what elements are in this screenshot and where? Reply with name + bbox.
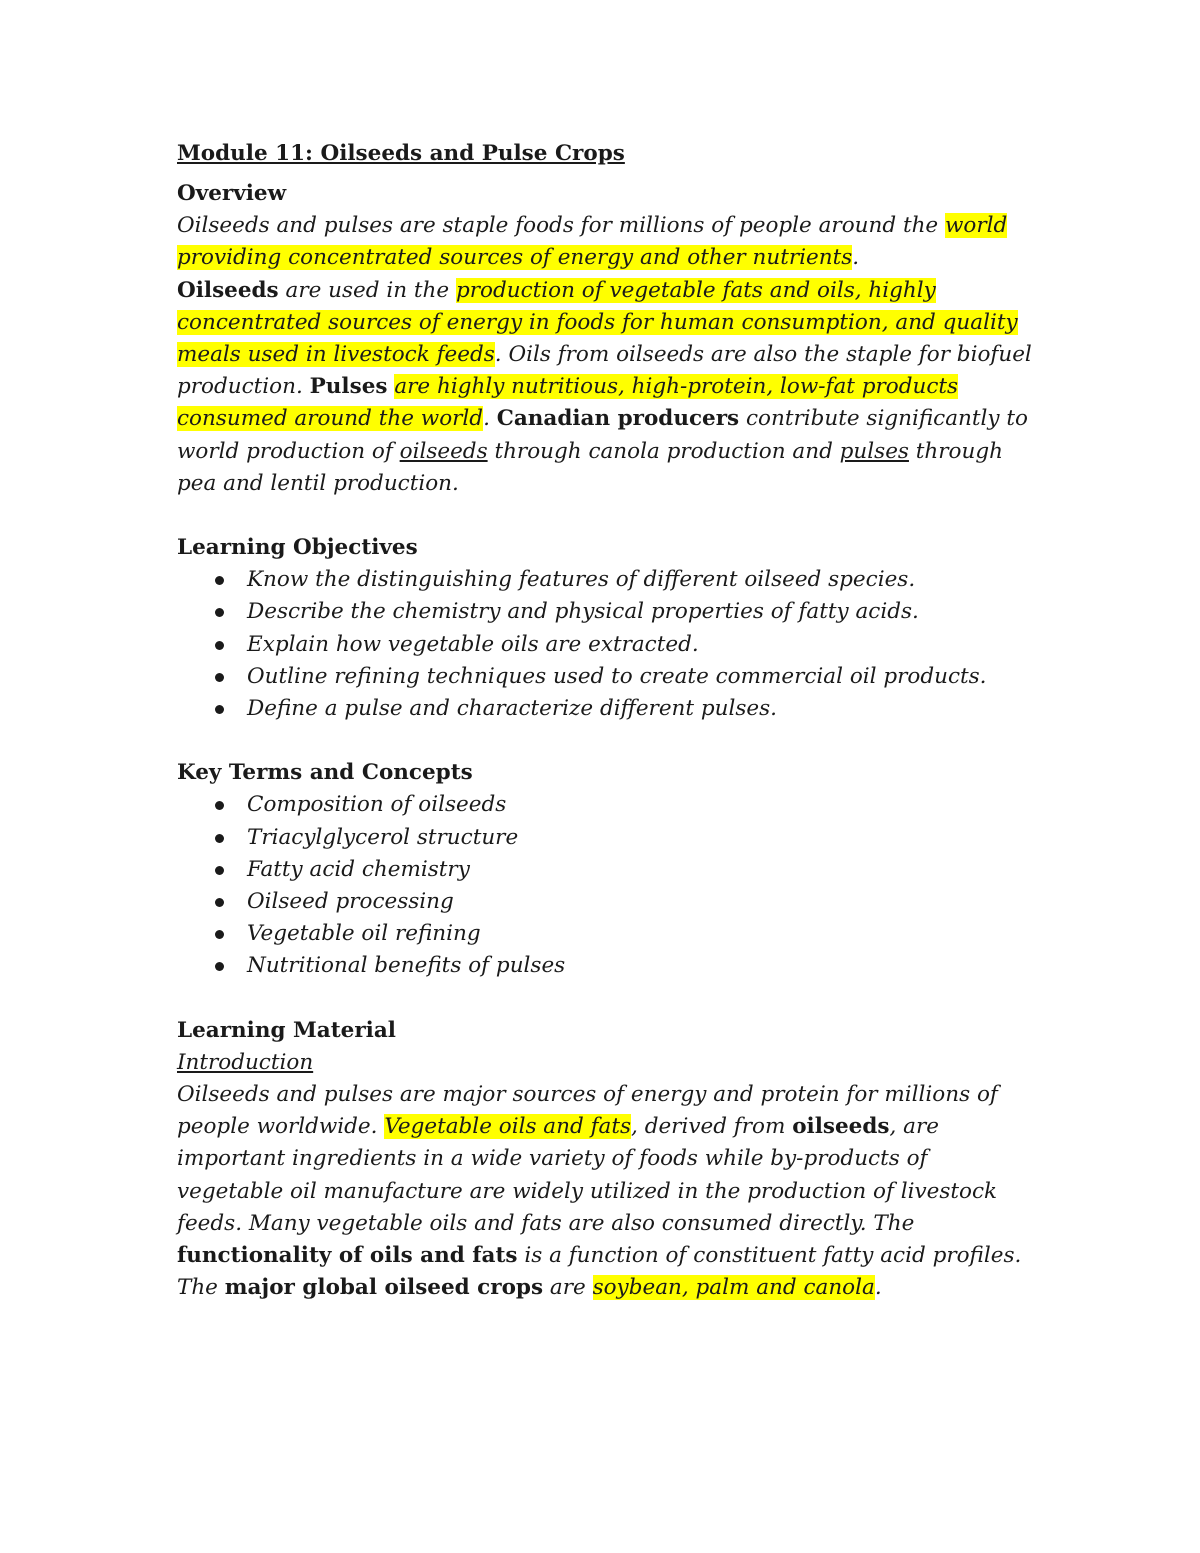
bullet-icon	[215, 930, 224, 939]
functionality-bold: functionality of oils and fats	[177, 1243, 518, 1269]
oilseeds-bold: Oilseeds	[177, 277, 279, 303]
bullet-icon	[215, 576, 224, 585]
list-item-text: Define a pulse and characterize different pulses.	[247, 696, 777, 722]
bullet-icon	[215, 705, 224, 714]
list-item	[177, 596, 1037, 628]
list-item-text: Vegetable oil refining	[247, 921, 481, 947]
introduction-subheading: Introduction	[177, 1049, 314, 1075]
list-item-text: Know the distinguishing features of different oilseed species.	[247, 567, 916, 593]
list-item-text: Explain how vegetable oils are extracted.	[247, 631, 699, 657]
key-terms-heading: Key Terms and Concepts	[177, 760, 473, 786]
introduction-paragraph	[177, 1079, 1037, 1304]
intro-highlight-2: soybean, palm and canola	[592, 1275, 875, 1301]
intro-text-2: , derived from	[631, 1114, 793, 1140]
learning-objectives-heading: Learning Objectives	[177, 535, 418, 561]
pulses-bold: Pulses	[309, 374, 388, 400]
learning-material-heading: Learning Material	[177, 1017, 396, 1043]
overview-text-4-end: through pea and lentil production.	[177, 438, 1003, 496]
major-crops-bold: major global oilseed crops	[224, 1275, 544, 1301]
overview-highlight-2: production of vegetable fats and oils, highly concentrated sources of energy in foods for human consumption, and quality meals used in livestock feeds	[177, 277, 1018, 368]
bullet-icon	[215, 834, 224, 843]
list-item	[177, 564, 1037, 596]
overview-text-3-end: .	[483, 406, 497, 432]
learning-objectives-list	[177, 564, 1037, 725]
list-item-text: Outline refining techniques used to create commercial oil products.	[247, 663, 987, 689]
list-item	[177, 629, 1037, 661]
overview-highlight-1: world providing concentrated sources of energy and other nutrients	[177, 213, 1008, 271]
oilseeds-underline: oilseeds	[399, 438, 488, 464]
bullet-icon	[215, 801, 224, 810]
list-item-text: Nutritional benefits of pulses	[247, 953, 566, 979]
list-item-text: Triacylglycerol structure	[247, 824, 519, 850]
intro-oilseeds-bold: oilseeds	[792, 1114, 890, 1140]
bullet-icon	[215, 608, 224, 617]
overview-text-4-mid: through canola production and	[487, 438, 840, 464]
list-item-text: Describe the chemistry and physical properties of fatty acids.	[247, 599, 919, 625]
list-item	[177, 854, 1037, 886]
overview-text-2-end: . Oils from oilseeds are also the staple for biofuel production.	[177, 342, 1032, 400]
list-item	[177, 918, 1037, 950]
list-item	[177, 661, 1037, 693]
bullet-icon	[215, 641, 224, 650]
intro-text-end: .	[874, 1275, 882, 1301]
overview-highlight-3: are highly nutritious, high-protein, low-fat products consumed around the world	[177, 374, 959, 432]
overview-text-4: contribute significantly to world production of	[177, 406, 1028, 464]
list-item-text: Fatty acid chemistry	[247, 856, 470, 882]
list-item-text: Composition of oilseeds	[247, 792, 507, 818]
canadian-producers-bold: Canadian producers	[496, 406, 740, 432]
intro-text-3: , are important ingredients in a wide variety of foods while by-products of vegetable oil manufacture are widely utilized in the production of livestock feeds. Many vegetable oils and fats are also consumed directly. The	[177, 1114, 998, 1236]
pulses-underline: pulses	[839, 438, 909, 464]
overview-text-2: are used in the	[278, 277, 456, 303]
key-terms-list	[177, 789, 1037, 982]
overview-paragraph	[177, 210, 1037, 500]
list-item	[177, 886, 1037, 918]
intro-text-1: Oilseeds and pulses are major sources of energy and protein for millions of people worldwide.	[177, 1082, 998, 1140]
list-item	[177, 693, 1037, 725]
intro-highlight-1: Vegetable oils and fats	[384, 1114, 632, 1140]
overview-text-1-end: .	[852, 245, 860, 271]
overview-heading: Overview	[177, 181, 287, 206]
intro-text-4: is a function of constituent fatty acid profiles. The	[177, 1243, 1022, 1301]
bullet-icon	[215, 962, 224, 971]
bullet-icon	[215, 898, 224, 907]
overview-text-1: Oilseeds and pulses are staple foods for millions of people around the	[177, 213, 945, 239]
document-content	[177, 138, 1037, 1305]
list-item	[177, 950, 1037, 982]
page-title: Module 11: Oilseeds and Pulse Crops	[177, 141, 625, 166]
intro-text-5: are	[543, 1275, 593, 1301]
bullet-icon	[215, 673, 224, 682]
list-item	[177, 822, 1037, 854]
list-item	[177, 789, 1037, 821]
list-item-text: Oilseed processing	[247, 889, 454, 915]
bullet-icon	[215, 866, 224, 875]
